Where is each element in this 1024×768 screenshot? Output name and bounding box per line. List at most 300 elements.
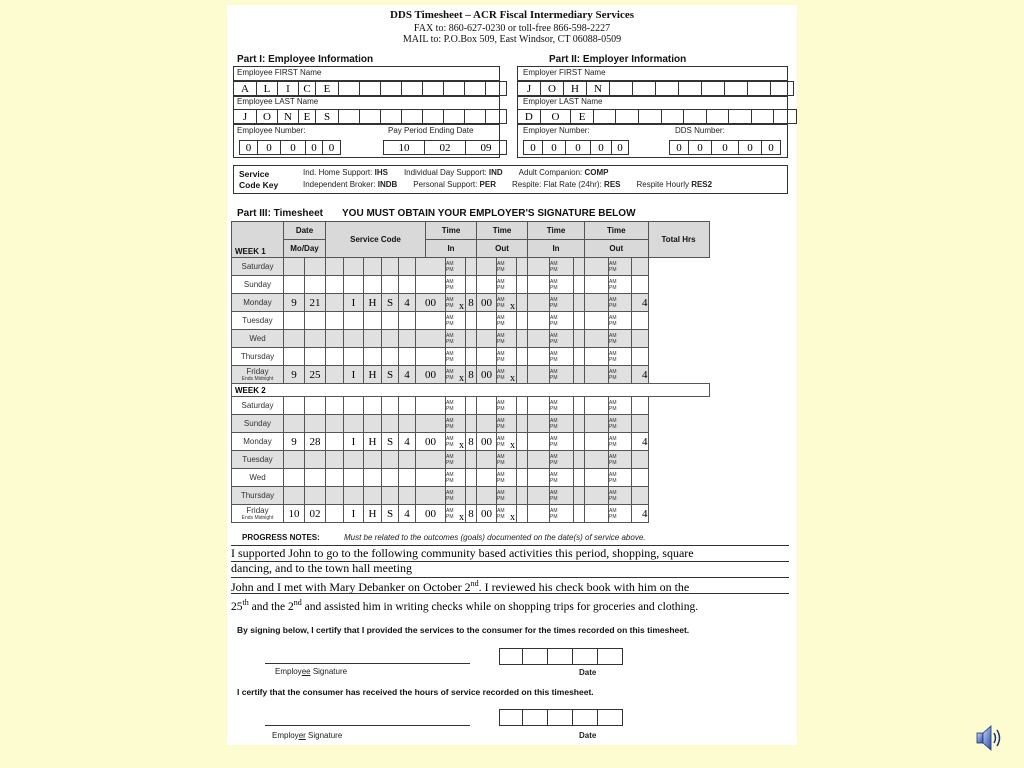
time-out-hour[interactable] xyxy=(466,276,477,294)
time-in-minute[interactable] xyxy=(416,258,446,276)
time-in2-hour[interactable] xyxy=(517,415,528,433)
time-in-minute[interactable] xyxy=(416,415,446,433)
time-in2-minute[interactable] xyxy=(528,397,550,415)
service-code-blank[interactable] xyxy=(326,330,344,348)
day-cell[interactable]: 25 xyxy=(305,366,326,384)
time-in2-hour[interactable] xyxy=(517,348,528,366)
service-code-cell[interactable] xyxy=(364,451,382,469)
total-hours-cell[interactable] xyxy=(632,276,649,294)
time-in-hour[interactable] xyxy=(399,258,416,276)
time-out2-hour[interactable] xyxy=(574,276,585,294)
am-pm-cell[interactable] xyxy=(550,276,574,294)
am-pm-cell[interactable] xyxy=(609,258,632,276)
service-code-blank[interactable] xyxy=(326,294,344,312)
char-cell[interactable] xyxy=(706,110,729,124)
char-cell[interactable]: I xyxy=(278,82,299,96)
time-out-minute[interactable]: 00 xyxy=(477,294,497,312)
char-cell[interactable] xyxy=(616,110,639,124)
service-code-blank[interactable] xyxy=(326,451,344,469)
time-out-hour[interactable] xyxy=(466,348,477,366)
total-hours-cell[interactable]: 4 xyxy=(632,294,649,312)
time-out2-minute[interactable] xyxy=(585,451,609,469)
am-pm-cell[interactable] xyxy=(446,348,466,366)
time-in2-minute[interactable] xyxy=(528,487,550,505)
service-code-cell[interactable] xyxy=(364,348,382,366)
am-pm-cell[interactable] xyxy=(609,469,632,487)
am-pm-cell[interactable] xyxy=(550,330,574,348)
am-pm-cell[interactable] xyxy=(609,487,632,505)
employee-date-boxes[interactable] xyxy=(499,648,624,665)
time-in2-hour[interactable] xyxy=(517,505,528,523)
service-code-cell[interactable]: H xyxy=(364,505,382,523)
char-cell[interactable]: H xyxy=(564,82,587,96)
am-pm-cell[interactable] xyxy=(497,258,517,276)
month-cell[interactable] xyxy=(284,415,305,433)
am-pm-cell[interactable] xyxy=(446,312,466,330)
am-pm-cell[interactable] xyxy=(550,348,574,366)
char-cell[interactable] xyxy=(774,110,797,124)
service-code-cell[interactable] xyxy=(344,415,364,433)
time-in2-minute[interactable] xyxy=(528,433,550,451)
time-in-minute[interactable] xyxy=(416,276,446,294)
service-code-cell[interactable] xyxy=(344,397,364,415)
time-in-minute[interactable]: 00 xyxy=(416,433,446,451)
am-pm-cell[interactable] xyxy=(609,330,632,348)
char-cell[interactable] xyxy=(633,82,656,96)
char-cell[interactable]: O xyxy=(540,110,571,124)
am-pm-cell[interactable] xyxy=(550,451,574,469)
service-code-blank[interactable] xyxy=(326,487,344,505)
day-cell[interactable]: 21 xyxy=(305,294,326,312)
time-out-minute[interactable]: 00 xyxy=(477,505,497,523)
char-cell[interactable] xyxy=(751,110,774,124)
month-cell[interactable] xyxy=(284,276,305,294)
time-in-minute[interactable]: 00 xyxy=(416,294,446,312)
day-cell[interactable] xyxy=(305,258,326,276)
am-pm-cell[interactable] xyxy=(446,294,466,312)
time-out-hour[interactable] xyxy=(466,469,477,487)
char-cell[interactable]: 0 xyxy=(306,141,323,155)
time-in-minute[interactable]: 00 xyxy=(416,366,446,384)
time-in-minute[interactable] xyxy=(416,397,446,415)
char-cell[interactable]: S xyxy=(316,110,339,124)
time-out2-hour[interactable] xyxy=(574,397,585,415)
am-pm-cell[interactable] xyxy=(609,433,632,451)
service-code-blank[interactable] xyxy=(326,397,344,415)
am-pm-cell[interactable] xyxy=(497,348,517,366)
service-code-cell[interactable]: I xyxy=(344,366,364,384)
time-in-hour[interactable]: 4 xyxy=(399,433,416,451)
time-in-hour[interactable] xyxy=(399,276,416,294)
total-hours-cell[interactable] xyxy=(632,415,649,433)
time-out-minute[interactable] xyxy=(477,330,497,348)
time-in-hour[interactable] xyxy=(399,415,416,433)
am-pm-cell[interactable] xyxy=(497,433,517,451)
time-in2-hour[interactable] xyxy=(517,451,528,469)
service-code-cell[interactable] xyxy=(382,276,399,294)
am-pm-cell[interactable] xyxy=(497,312,517,330)
service-code-cell[interactable] xyxy=(344,348,364,366)
char-cell[interactable]: N xyxy=(278,110,299,124)
am-pm-cell[interactable] xyxy=(609,505,632,523)
am-pm-cell[interactable] xyxy=(609,415,632,433)
time-out2-hour[interactable] xyxy=(574,451,585,469)
service-code-cell[interactable]: I xyxy=(344,433,364,451)
employee-signature-line[interactable] xyxy=(265,663,470,664)
time-in2-hour[interactable] xyxy=(517,433,528,451)
month-cell[interactable]: 9 xyxy=(284,294,305,312)
am-pm-cell[interactable] xyxy=(609,276,632,294)
char-cell[interactable] xyxy=(679,82,702,96)
char-cell[interactable] xyxy=(748,82,771,96)
time-in2-hour[interactable] xyxy=(517,312,528,330)
char-cell[interactable] xyxy=(465,110,486,124)
char-cell[interactable] xyxy=(423,82,444,96)
am-pm-cell[interactable] xyxy=(497,505,517,523)
day-cell[interactable] xyxy=(305,276,326,294)
time-in2-minute[interactable] xyxy=(528,312,550,330)
char-cell[interactable]: 0 xyxy=(762,141,781,155)
time-out-hour[interactable]: 8 xyxy=(466,433,477,451)
char-cell[interactable] xyxy=(339,82,360,96)
char-cell[interactable] xyxy=(360,110,381,124)
service-code-cell[interactable] xyxy=(344,451,364,469)
service-code-cell[interactable]: S xyxy=(382,294,399,312)
char-cell[interactable] xyxy=(402,110,423,124)
time-out-hour[interactable]: 8 xyxy=(466,505,477,523)
time-out2-hour[interactable] xyxy=(574,366,585,384)
am-pm-cell[interactable] xyxy=(609,366,632,384)
time-out2-hour[interactable] xyxy=(574,258,585,276)
time-out2-hour[interactable] xyxy=(574,294,585,312)
day-cell[interactable] xyxy=(305,451,326,469)
day-cell[interactable]: 28 xyxy=(305,433,326,451)
total-hours-cell[interactable]: 4 xyxy=(632,366,649,384)
time-out2-hour[interactable] xyxy=(574,330,585,348)
am-pm-cell[interactable] xyxy=(446,451,466,469)
service-code-blank[interactable] xyxy=(326,433,344,451)
time-in-minute[interactable] xyxy=(416,312,446,330)
time-in2-hour[interactable] xyxy=(517,366,528,384)
time-out-hour[interactable]: 8 xyxy=(466,294,477,312)
time-out-minute[interactable] xyxy=(477,397,497,415)
time-out2-minute[interactable] xyxy=(585,348,609,366)
service-code-cell[interactable] xyxy=(344,469,364,487)
char-cell[interactable]: E xyxy=(571,110,594,124)
char-cell[interactable]: 0 xyxy=(591,141,612,155)
service-code-cell[interactable] xyxy=(344,258,364,276)
time-out2-minute[interactable] xyxy=(585,469,609,487)
time-out-minute[interactable] xyxy=(477,312,497,330)
time-in2-minute[interactable] xyxy=(528,415,550,433)
char-cell[interactable]: O xyxy=(257,110,278,124)
am-pm-cell[interactable] xyxy=(550,397,574,415)
total-hours-cell[interactable] xyxy=(632,348,649,366)
time-in2-minute[interactable] xyxy=(528,294,550,312)
am-pm-cell[interactable] xyxy=(446,366,466,384)
time-in-minute[interactable] xyxy=(416,469,446,487)
am-pm-cell[interactable] xyxy=(550,415,574,433)
time-out-hour[interactable] xyxy=(466,397,477,415)
char-cell[interactable]: 09 xyxy=(466,141,507,155)
time-out-hour[interactable] xyxy=(466,451,477,469)
month-cell[interactable] xyxy=(284,451,305,469)
char-cell[interactable]: 02 xyxy=(425,141,466,155)
service-code-cell[interactable] xyxy=(382,397,399,415)
time-in-hour[interactable]: 4 xyxy=(399,505,416,523)
time-out2-minute[interactable] xyxy=(585,397,609,415)
month-cell[interactable] xyxy=(284,487,305,505)
am-pm-cell[interactable] xyxy=(497,397,517,415)
time-out-minute[interactable] xyxy=(477,258,497,276)
service-code-cell[interactable] xyxy=(382,487,399,505)
service-code-cell[interactable] xyxy=(382,469,399,487)
time-out-hour[interactable] xyxy=(466,330,477,348)
time-in2-hour[interactable] xyxy=(517,469,528,487)
char-cell[interactable]: O xyxy=(541,82,564,96)
am-pm-cell[interactable] xyxy=(446,433,466,451)
char-cell[interactable] xyxy=(610,82,633,96)
am-pm-cell[interactable] xyxy=(446,258,466,276)
time-out2-hour[interactable] xyxy=(574,505,585,523)
service-code-blank[interactable] xyxy=(326,276,344,294)
day-cell[interactable] xyxy=(305,415,326,433)
service-code-cell[interactable] xyxy=(364,330,382,348)
am-pm-cell[interactable] xyxy=(550,433,574,451)
day-cell[interactable] xyxy=(305,348,326,366)
am-pm-cell[interactable] xyxy=(497,415,517,433)
char-cell[interactable]: 0 xyxy=(524,141,543,155)
char-cell[interactable]: 0 xyxy=(689,141,712,155)
am-pm-cell[interactable] xyxy=(497,469,517,487)
char-cell[interactable] xyxy=(725,82,748,96)
service-code-cell[interactable] xyxy=(344,312,364,330)
char-cell[interactable] xyxy=(661,110,684,124)
time-out2-minute[interactable] xyxy=(585,415,609,433)
am-pm-cell[interactable] xyxy=(446,487,466,505)
am-pm-cell[interactable] xyxy=(609,294,632,312)
total-hours-cell[interactable]: 4 xyxy=(632,505,649,523)
char-cell[interactable] xyxy=(360,82,381,96)
service-code-cell[interactable] xyxy=(364,276,382,294)
month-cell[interactable]: 9 xyxy=(284,366,305,384)
speaker-icon[interactable] xyxy=(976,722,1002,754)
time-in2-minute[interactable] xyxy=(528,276,550,294)
month-cell[interactable] xyxy=(284,469,305,487)
char-cell[interactable]: J xyxy=(234,110,257,124)
time-in-minute[interactable] xyxy=(416,348,446,366)
month-cell[interactable] xyxy=(284,348,305,366)
service-code-cell[interactable]: I xyxy=(344,294,364,312)
employer-signature-line[interactable] xyxy=(265,725,470,726)
am-pm-cell[interactable] xyxy=(550,312,574,330)
time-out-hour[interactable] xyxy=(466,312,477,330)
char-cell[interactable]: 0 xyxy=(670,141,689,155)
am-pm-cell[interactable] xyxy=(550,294,574,312)
time-in2-hour[interactable] xyxy=(517,258,528,276)
time-out2-minute[interactable] xyxy=(585,505,609,523)
char-cell[interactable] xyxy=(593,110,616,124)
am-pm-cell[interactable] xyxy=(609,312,632,330)
char-cell[interactable] xyxy=(339,110,360,124)
am-pm-cell[interactable] xyxy=(550,469,574,487)
time-out-minute[interactable] xyxy=(477,469,497,487)
time-in-hour[interactable] xyxy=(399,451,416,469)
char-cell[interactable] xyxy=(771,82,794,96)
time-out2-minute[interactable] xyxy=(585,294,609,312)
am-pm-cell[interactable] xyxy=(497,487,517,505)
service-code-cell[interactable] xyxy=(344,487,364,505)
month-cell[interactable]: 9 xyxy=(284,433,305,451)
am-pm-cell[interactable] xyxy=(446,276,466,294)
day-cell[interactable]: 02 xyxy=(305,505,326,523)
am-pm-cell[interactable] xyxy=(550,258,574,276)
time-out2-minute[interactable] xyxy=(585,276,609,294)
service-code-cell[interactable]: S xyxy=(382,366,399,384)
am-pm-cell[interactable] xyxy=(446,505,466,523)
char-cell[interactable] xyxy=(639,110,662,124)
service-code-blank[interactable] xyxy=(326,312,344,330)
service-code-cell[interactable]: H xyxy=(364,294,382,312)
time-in-hour[interactable] xyxy=(399,348,416,366)
month-cell[interactable]: 10 xyxy=(284,505,305,523)
time-out2-minute[interactable] xyxy=(585,312,609,330)
time-in2-hour[interactable] xyxy=(517,397,528,415)
time-out2-minute[interactable] xyxy=(585,487,609,505)
total-hours-cell[interactable] xyxy=(632,469,649,487)
time-in2-hour[interactable] xyxy=(517,276,528,294)
am-pm-cell[interactable] xyxy=(550,366,574,384)
am-pm-cell[interactable] xyxy=(446,415,466,433)
time-out-minute[interactable] xyxy=(477,451,497,469)
month-cell[interactable] xyxy=(284,330,305,348)
time-out2-minute[interactable] xyxy=(585,433,609,451)
char-cell[interactable] xyxy=(402,82,423,96)
total-hours-cell[interactable] xyxy=(632,258,649,276)
time-out-minute[interactable] xyxy=(477,487,497,505)
char-cell[interactable]: E xyxy=(316,82,339,96)
service-code-cell[interactable] xyxy=(364,397,382,415)
time-in2-minute[interactable] xyxy=(528,505,550,523)
total-hours-cell[interactable] xyxy=(632,451,649,469)
am-pm-cell[interactable] xyxy=(446,469,466,487)
am-pm-cell[interactable] xyxy=(446,330,466,348)
char-cell[interactable]: L xyxy=(257,82,278,96)
char-cell[interactable] xyxy=(444,82,465,96)
service-code-cell[interactable] xyxy=(364,258,382,276)
am-pm-cell[interactable] xyxy=(497,330,517,348)
service-code-cell[interactable]: S xyxy=(382,505,399,523)
service-code-cell[interactable]: I xyxy=(344,505,364,523)
am-pm-cell[interactable] xyxy=(609,451,632,469)
total-hours-cell[interactable] xyxy=(632,330,649,348)
time-in2-minute[interactable] xyxy=(528,469,550,487)
service-code-cell[interactable] xyxy=(382,312,399,330)
service-code-cell[interactable] xyxy=(364,312,382,330)
time-out-minute[interactable]: 00 xyxy=(477,433,497,451)
service-code-cell[interactable] xyxy=(382,415,399,433)
time-out-hour[interactable] xyxy=(466,487,477,505)
total-hours-cell[interactable] xyxy=(632,487,649,505)
char-cell[interactable]: A xyxy=(234,82,257,96)
time-in-hour[interactable] xyxy=(399,487,416,505)
day-cell[interactable] xyxy=(305,487,326,505)
time-in-minute[interactable] xyxy=(416,451,446,469)
month-cell[interactable] xyxy=(284,312,305,330)
time-out2-hour[interactable] xyxy=(574,312,585,330)
char-cell[interactable]: 0 xyxy=(240,141,258,155)
am-pm-cell[interactable] xyxy=(609,348,632,366)
char-cell[interactable] xyxy=(486,82,507,96)
char-cell[interactable]: 0 xyxy=(739,141,762,155)
service-code-cell[interactable] xyxy=(382,348,399,366)
char-cell[interactable]: 0 xyxy=(543,141,566,155)
day-cell[interactable] xyxy=(305,330,326,348)
time-in-hour[interactable] xyxy=(399,312,416,330)
day-cell[interactable] xyxy=(305,469,326,487)
time-out2-minute[interactable] xyxy=(585,258,609,276)
char-cell[interactable] xyxy=(684,110,707,124)
char-cell[interactable] xyxy=(729,110,752,124)
char-cell[interactable]: D xyxy=(518,110,541,124)
am-pm-cell[interactable] xyxy=(550,505,574,523)
time-in2-minute[interactable] xyxy=(528,330,550,348)
char-cell[interactable]: 0 xyxy=(612,141,629,155)
time-out2-hour[interactable] xyxy=(574,348,585,366)
am-pm-cell[interactable] xyxy=(446,397,466,415)
month-cell[interactable] xyxy=(284,258,305,276)
employer-date-boxes[interactable] xyxy=(499,709,623,726)
time-out2-hour[interactable] xyxy=(574,469,585,487)
day-cell[interactable] xyxy=(305,397,326,415)
service-code-cell[interactable] xyxy=(382,451,399,469)
service-code-cell[interactable] xyxy=(344,330,364,348)
time-in-hour[interactable]: 4 xyxy=(399,294,416,312)
time-in-hour[interactable] xyxy=(399,397,416,415)
service-code-cell[interactable]: S xyxy=(382,433,399,451)
char-cell[interactable] xyxy=(381,82,402,96)
am-pm-cell[interactable] xyxy=(497,366,517,384)
time-out-hour[interactable] xyxy=(466,415,477,433)
char-cell[interactable]: 0 xyxy=(281,141,306,155)
service-code-cell[interactable] xyxy=(344,276,364,294)
total-hours-cell[interactable] xyxy=(632,312,649,330)
am-pm-cell[interactable] xyxy=(550,487,574,505)
total-hours-cell[interactable]: 4 xyxy=(632,433,649,451)
service-code-blank[interactable] xyxy=(326,505,344,523)
time-in2-minute[interactable] xyxy=(528,366,550,384)
char-cell[interactable]: 0 xyxy=(258,141,281,155)
am-pm-cell[interactable] xyxy=(497,294,517,312)
char-cell[interactable] xyxy=(486,110,507,124)
total-hours-cell[interactable] xyxy=(632,397,649,415)
time-out2-minute[interactable] xyxy=(585,366,609,384)
char-cell[interactable]: N xyxy=(587,82,610,96)
char-cell[interactable]: E xyxy=(299,110,316,124)
char-cell[interactable] xyxy=(444,110,465,124)
time-out2-hour[interactable] xyxy=(574,433,585,451)
time-out-hour[interactable] xyxy=(466,258,477,276)
time-in2-hour[interactable] xyxy=(517,294,528,312)
service-code-blank[interactable] xyxy=(326,258,344,276)
time-out-minute[interactable]: 00 xyxy=(477,366,497,384)
time-out-minute[interactable] xyxy=(477,276,497,294)
time-in-hour[interactable]: 4 xyxy=(399,366,416,384)
time-out-hour[interactable]: 8 xyxy=(466,366,477,384)
month-cell[interactable] xyxy=(284,397,305,415)
time-in2-hour[interactable] xyxy=(517,330,528,348)
char-cell[interactable] xyxy=(656,82,679,96)
